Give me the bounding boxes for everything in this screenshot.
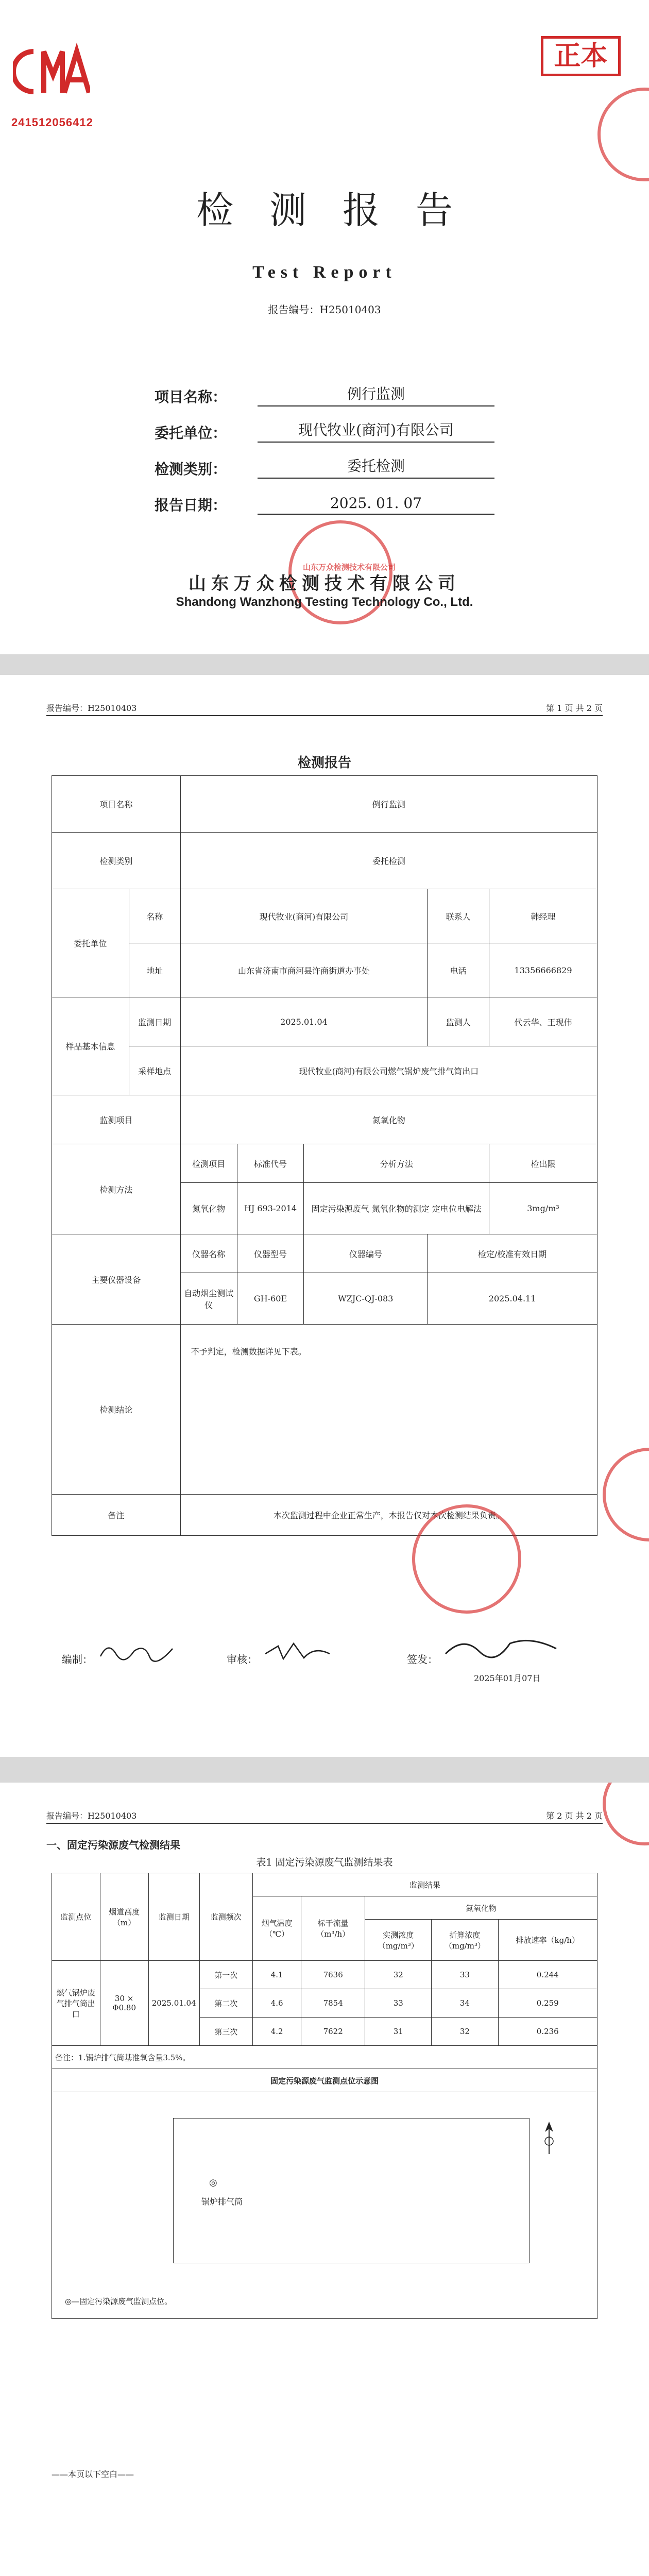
cma-logo [13,31,90,111]
cell-label: 样品基本信息 [52,997,129,1095]
cell-value: 现代牧业(商河)有限公司燃气锅炉废气排气筒出口 [180,1046,597,1095]
cell-value: GH-60E [237,1273,304,1325]
cell-value: 韩经理 [489,889,597,943]
cell-header: 检定/校准有效日期 [428,1234,597,1273]
edge-seal [603,1448,649,1541]
th-rate: 排放速率（kg/h） [498,1920,597,1961]
conclusion-text: 不予判定，检测数据详见下表。 [180,1325,597,1495]
cell-label: 采样地点 [129,1046,180,1095]
reviewer-signature [263,1638,335,1664]
cell-label: 名称 [129,889,180,943]
cell-value: 固定污染源废气 氮氧化物的测定 定电位电解法 [304,1183,489,1234]
seal-text: 山东万众检测技术有限公司 [303,563,396,572]
cell-value: 13356666829 [489,943,597,997]
page-header [46,1807,603,1824]
map-label: 锅炉排气筒 [201,2197,243,2207]
th-nox: 氮氧化物 [365,1896,597,1920]
cell-value: 现代牧业(商河)有限公司 [180,889,428,943]
th-meas: 实测浓度（mg/m³） [365,1920,432,1961]
remark-text: 本次监测过程中企业正常生产，本报告仅对本次检测结果负责。 [180,1495,597,1536]
cell-rate: 0.236 [498,2018,597,2046]
info-table [52,775,597,1536]
edge-seal [603,1783,649,1845]
cell-label: 联系人 [428,889,489,943]
client-row [155,420,494,443]
cell-value: HJ 693-2014 [237,1183,304,1234]
type-value: 委托检测 [258,455,494,479]
th-freq: 监测频次 [199,1873,252,1961]
cell-flow: 7854 [301,1989,365,2018]
cell-conv: 32 [432,2018,498,2046]
page-header [46,700,603,716]
cell-value: 氮氧化物 [180,1095,597,1144]
cell-freq: 第一次 [199,1961,252,1989]
cell-conv: 34 [432,1989,498,2018]
cell-temp: 4.1 [252,1961,301,1989]
th-results: 监测结果 [252,1873,597,1896]
table-row [52,1961,597,1989]
report-subtitle: Test Report [252,263,397,282]
cell-label: 检测结论 [52,1325,181,1495]
client-label: 委托单位： [155,425,227,442]
cell-flow: 7636 [301,1961,365,1989]
org-name-en: Shandong Wanzhong Testing Technology Co., Ltd. [176,595,473,609]
cell-label: 检测方法 [52,1144,181,1234]
cell-label: 检测类别 [52,833,181,889]
compiler-signature [98,1638,175,1664]
site-box [173,2118,530,2263]
cell-value: 氮氧化物 [180,1183,237,1234]
header-page-no: 第 2 页 共 2 页 [546,1811,603,1821]
th-point: 监测点位 [52,1873,100,1961]
sign-review-label: 审核： [227,1653,258,1666]
cell-label: 项目名称 [52,776,181,833]
cell-height: 30 × Φ0.80 [100,1961,148,2046]
table-note: 备注：1.锅炉排气筒基准氧含量3.5%。 [52,2046,597,2069]
sign-date: 2025年01月07日 [474,1673,541,1683]
map-point-marker: ◎ [209,2177,217,2188]
cell-label: 监测项目 [52,1095,181,1144]
date-label: 报告日期： [155,497,227,514]
cell-freq: 第三次 [199,2018,252,2046]
header-report-no: 报告编号：H25010403 [46,703,137,713]
type-row [155,456,494,479]
project-row [155,384,494,406]
cell-label: 电话 [428,943,489,997]
th-date: 监测日期 [148,1873,199,1961]
cell-value: 2025.04.11 [428,1273,597,1325]
results-table [52,1873,597,2319]
cell-label: 委托单位 [52,889,129,997]
cell-value: WZJC-QJ-083 [304,1273,428,1325]
cell-label: 备注 [52,1495,181,1536]
project-label: 项目名称： [155,388,227,405]
project-value: 例行监测 [258,383,494,406]
north-arrow-icon [539,2121,559,2157]
cell-value: 2025.01.04 [180,997,428,1046]
th-conv: 折算浓度（mg/m³） [432,1920,498,1961]
report-title: 检测报告 [196,189,489,232]
section-title: 一、固定污染源废气检测结果 [46,1839,180,1851]
cell-header: 检测项目 [180,1144,237,1183]
header-report-no: 报告编号：H25010403 [46,1811,137,1821]
th-temp: 烟气温度（℃） [252,1896,301,1961]
cell-label: 监测日期 [129,997,180,1046]
cover-page [0,0,649,654]
cell-date: 2025.01.04 [148,1961,199,2046]
cell-rate: 0.244 [498,1961,597,1989]
table-caption: 表1 固定污染源废气监测结果表 [256,1857,393,1868]
cell-value: 委托检测 [180,833,597,889]
cell-temp: 4.6 [252,1989,301,2018]
cell-point: 燃气锅炉废气排气筒出口 [52,1961,100,2046]
cell-header: 仪器编号 [304,1234,428,1273]
cell-value: 山东省济南市商河县许商街道办事处 [180,943,428,997]
map-title: 固定污染源废气监测点位示意图 [52,2069,597,2092]
sign-issue-label: 签发： [407,1653,438,1666]
cell-conv: 33 [432,1961,498,1989]
org-name: 山东万众检测技术有限公司 [189,573,460,594]
inspection-seal [412,1504,521,1614]
original-stamp: 正本 [541,36,621,76]
cell-header: 检出限 [489,1144,597,1183]
issuer-signature [443,1633,561,1664]
cell-label: 地址 [129,943,180,997]
date-value: 2025. 01. 07 [258,495,494,515]
cell-header: 分析方法 [304,1144,489,1183]
cell-value: 自动烟尘测试仪 [180,1273,237,1325]
end-text: ——本页以下空白—— [52,2469,134,2479]
report-page-1 [0,675,649,1757]
report-page-2 [0,1783,649,2576]
cell-freq: 第二次 [199,1989,252,2018]
report-number: 报告编号：H25010403 [268,303,381,316]
cell-temp: 4.2 [252,2018,301,2046]
map-legend: ◎—固定污染源废气监测点位。 [65,2297,173,2306]
cell-header: 标准代号 [237,1144,304,1183]
edge-seal [597,88,649,181]
map-cell [52,2092,597,2319]
cell-header: 仪器名称 [180,1234,237,1273]
cell-header: 仪器型号 [237,1234,304,1273]
cell-label: 主要仪器设备 [52,1234,181,1325]
header-page-no: 第 1 页 共 2 页 [546,703,603,713]
th-height: 烟道高度（m） [100,1873,148,1961]
cell-meas: 33 [365,1989,432,2018]
cell-label: 监测人 [428,997,489,1046]
doc-title: 检测报告 [297,755,351,771]
cell-rate: 0.259 [498,1989,597,2018]
th-flow: 标干流量（m³/h） [301,1896,365,1961]
client-value: 现代牧业(商河)有限公司 [258,419,494,443]
date-row [155,492,494,515]
cell-meas: 31 [365,2018,432,2046]
cell-value: 3mg/m³ [489,1183,597,1234]
sign-compile-label: 编制： [62,1653,93,1666]
cell-meas: 32 [365,1961,432,1989]
cma-number: 241512056412 [11,116,93,129]
cell-value: 例行监测 [180,776,597,833]
cell-value: 代云华、王现伟 [489,997,597,1046]
type-label: 检测类别： [155,461,227,478]
cell-flow: 7622 [301,2018,365,2046]
